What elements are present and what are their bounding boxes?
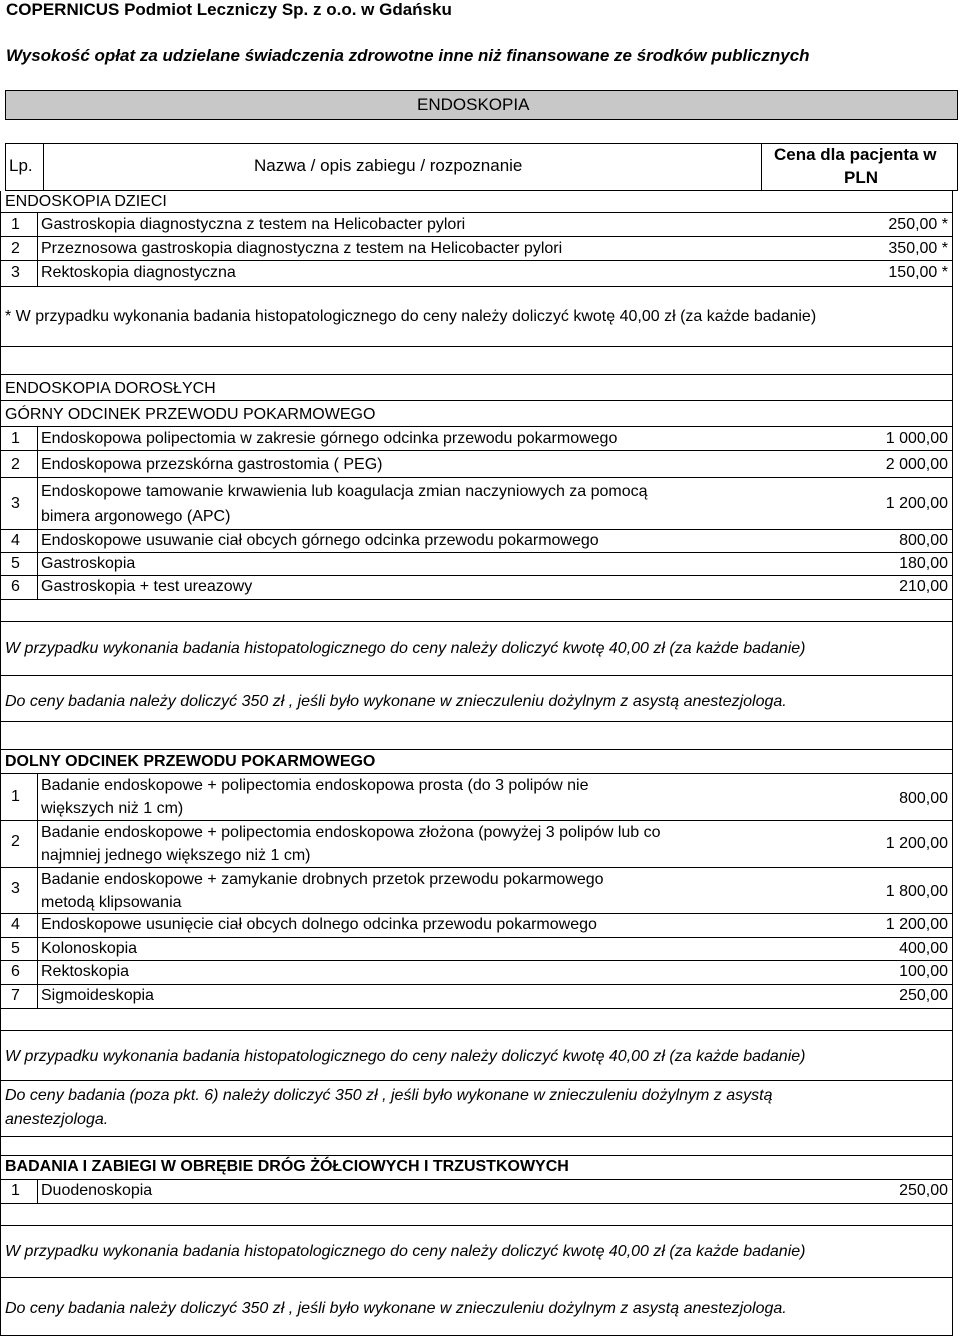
procedure-price: 1 200,00 [885, 495, 948, 512]
table-row [0, 478, 953, 530]
procedure-price: 210,00 [899, 578, 948, 595]
table-row [0, 868, 953, 914]
section-dorosli-title: ENDOSKOPIA DOROSŁYCH [5, 380, 216, 397]
note-row [0, 287, 953, 347]
section-zolciowe-title: BADANIA I ZABIEGI W OBRĘBIE DRÓG ŻÓŁCIOWYCH I TRZUSTKOWYCH [5, 1158, 569, 1175]
spacer-row [0, 1009, 953, 1031]
histopathology-note: * W przypadku wykonania badania histopatologicznego do ceny należy doliczyć kwotę 40,00 zł (za każde badanie) [5, 308, 817, 325]
procedure-name-line1: Badanie endoskopowe + zamykanie drobnych przetok przewodu pokarmowego [41, 871, 604, 888]
note-row [0, 676, 953, 722]
table-row [0, 914, 953, 938]
lp-cell [1, 261, 38, 286]
spacer-row [0, 1204, 953, 1226]
procedure-price: 400,00 [899, 940, 948, 957]
lp-number: 2 [11, 240, 20, 257]
lp-cell [1, 237, 38, 260]
table-row [0, 576, 953, 600]
lp-number: 1 [11, 216, 20, 233]
table-row [0, 530, 953, 553]
section-dolny-title: DOLNY ODCINEK PRZEWODU POKARMOWEGO [5, 753, 376, 770]
procedure-name: Endoskopowa przezskórna gastrostomia ( PEG) [41, 456, 383, 473]
section-dorosli-row [0, 375, 953, 401]
procedure-price: 180,00 [899, 555, 948, 572]
section-gorny-title: GÓRNY ODCINEK PRZEWODU POKARMOWEGO [5, 406, 376, 423]
banner-label: ENDOSKOPIA [417, 95, 530, 114]
price-header-2: PLN [844, 168, 878, 187]
note-row [0, 1081, 953, 1137]
lp-cell [1, 868, 38, 913]
procedure-name-line1: Badanie endoskopowe + polipectomia endoskopowa prosta (do 3 polipów nie [41, 777, 589, 794]
procedure-price: 800,00 [899, 790, 948, 807]
procedure-name-line2: metodą klipsowania [41, 894, 182, 911]
procedure-name-line2: większych niż 1 cm) [41, 800, 184, 817]
procedure-name: Gastroskopia diagnostyczna z testem na Helicobacter pylori [41, 216, 466, 233]
lp-cell [1, 774, 38, 820]
lp-cell [1, 553, 38, 575]
lp-number: 4 [11, 916, 20, 933]
lp-number: 1 [11, 430, 20, 447]
note-row [0, 1226, 953, 1278]
section-dzieci-title: ENDOSKOPIA DZIECI [5, 193, 167, 210]
section-banner [5, 90, 958, 120]
section-dzieci-row [0, 191, 953, 213]
lp-cell [1, 914, 38, 937]
table-row [0, 985, 953, 1009]
note-row [0, 1278, 953, 1336]
procedure-name: Kolonoskopia [41, 940, 138, 957]
histopathology-note: W przypadku wykonania badania histopatologicznego do ceny należy doliczyć kwotę 40,00 zł (za każde badanie) [5, 1243, 806, 1260]
procedure-price: 800,00 [899, 532, 948, 549]
lp-cell [1, 451, 38, 477]
anesthesia-note-line2: anestezjologa. [5, 1111, 109, 1128]
procedure-price: 150,00 * [888, 264, 948, 281]
procedure-price: 100,00 [899, 963, 948, 980]
table-row [0, 237, 953, 261]
spacer-row [0, 1137, 953, 1156]
procedure-name: Endoskopowe usunięcie ciał obcych dolnego odcinka przewodu pokarmowego [41, 916, 597, 933]
procedure-price: 2 000,00 [885, 456, 948, 473]
procedure-name-line1: Badanie endoskopowe + polipectomia endoskopowa złożona (powyżej 3 polipów lub co [41, 824, 661, 841]
note-row [0, 622, 953, 676]
lp-cell [1, 213, 38, 236]
procedure-price: 350,00 * [888, 240, 948, 257]
table-row [0, 938, 953, 961]
lp-number: 4 [11, 532, 20, 549]
table-row [0, 1180, 953, 1204]
table-header [5, 143, 958, 191]
section-zolciowe-row [0, 1156, 953, 1180]
table-row [0, 821, 953, 868]
procedure-name: Rektoskopia [41, 963, 130, 980]
procedure-name: Sigmoideskopia [41, 987, 154, 1004]
histopathology-note: W przypadku wykonania badania histopatologicznego do ceny należy doliczyć kwotę 40,00 zł (za każde badanie) [5, 1048, 806, 1065]
price-header-divider [761, 144, 762, 190]
lp-number: 5 [11, 940, 20, 957]
procedure-name: Endoskopowa polipectomia w zakresie górnego odcinka przewodu pokarmowego [41, 430, 618, 447]
price-header-1: Cena dla pacjenta w [774, 145, 937, 164]
spacer-row [0, 722, 953, 750]
table-row [0, 553, 953, 576]
lp-header-cell [6, 144, 44, 190]
spacer-row [0, 600, 953, 622]
procedure-name-line2: bimera argonowego (APC) [41, 508, 231, 525]
provider-title: COPERNICUS Podmiot Leczniczy Sp. z o.o. w Gdańsku [6, 0, 452, 19]
procedure-price: 1 200,00 [885, 916, 948, 933]
table-row [0, 213, 953, 237]
procedure-name-line1: Endoskopowe tamowanie krwawienia lub koagulacja zmian naczyniowych za pomocą [41, 483, 648, 500]
lp-number: 7 [11, 987, 20, 1004]
lp-cell [1, 938, 38, 960]
section-gorny-row [0, 401, 953, 427]
procedure-name: Gastroskopia [41, 555, 136, 572]
lp-number: 3 [11, 880, 20, 897]
anesthesia-note-line1: Do ceny badania (poza pkt. 6) należy doliczyć 350 zł , jeśli było wykonane w znieczuleniu dożylnym z asystą [5, 1087, 773, 1104]
page-subtitle: Wysokość opłat za udzielane świadczenia zdrowotne inne niż finansowane ze środków publicznych [6, 46, 810, 65]
procedure-price: 250,00 * [888, 216, 948, 233]
anesthesia-note: Do ceny badania należy doliczyć 350 zł , jeśli było wykonane w znieczuleniu dożylnym z asystą anestezjologa. [5, 1300, 787, 1317]
lp-cell [1, 478, 38, 529]
lp-number: 2 [11, 833, 20, 850]
procedure-price: 1 200,00 [885, 835, 948, 852]
name-header: Nazwa / opis zabiegu / rozpoznanie [254, 156, 523, 175]
lp-number: 1 [11, 1182, 20, 1199]
spacer-row [0, 347, 953, 375]
lp-header: Lp. [9, 156, 33, 175]
procedure-name-line2: najmniej jednego większego niż 1 cm) [41, 847, 311, 864]
procedure-price: 1 800,00 [885, 883, 948, 900]
procedure-name: Endoskopowe usuwanie ciał obcych górnego odcinka przewodu pokarmowego [41, 532, 599, 549]
lp-number: 2 [11, 456, 20, 473]
table-row [0, 774, 953, 821]
lp-cell [1, 427, 38, 450]
table-row [0, 261, 953, 287]
procedure-name: Rektoskopia diagnostyczna [41, 264, 236, 281]
note-row [0, 1031, 953, 1081]
lp-number: 1 [11, 788, 20, 805]
procedure-price: 1 000,00 [885, 430, 948, 447]
procedure-name: Gastroskopia + test ureazowy [41, 578, 253, 595]
procedure-name: Przeznosowa gastroskopia diagnostyczna z testem na Helicobacter pylori [41, 240, 563, 257]
lp-cell [1, 576, 38, 599]
procedure-price: 250,00 [899, 987, 948, 1004]
anesthesia-note: Do ceny badania należy doliczyć 350 zł , jeśli było wykonane w znieczuleniu dożylnym z asystą anestezjologa. [5, 693, 787, 710]
lp-number: 6 [11, 963, 20, 980]
section-dolny-row [0, 750, 953, 774]
lp-cell [1, 961, 38, 984]
lp-cell [1, 985, 38, 1008]
table-row [0, 427, 953, 451]
procedure-name: Duodenoskopia [41, 1182, 153, 1199]
lp-cell [1, 530, 38, 552]
table-row [0, 451, 953, 478]
histopathology-note: W przypadku wykonania badania histopatologicznego do ceny należy doliczyć kwotę 40,00 zł (za każde badanie) [5, 640, 806, 657]
lp-number: 3 [11, 495, 20, 512]
lp-number: 6 [11, 578, 20, 595]
table-row [0, 961, 953, 985]
lp-cell [1, 821, 38, 867]
lp-number: 5 [11, 555, 20, 572]
lp-cell [1, 1180, 38, 1203]
lp-number: 3 [11, 264, 20, 281]
procedure-price: 250,00 [899, 1182, 948, 1199]
